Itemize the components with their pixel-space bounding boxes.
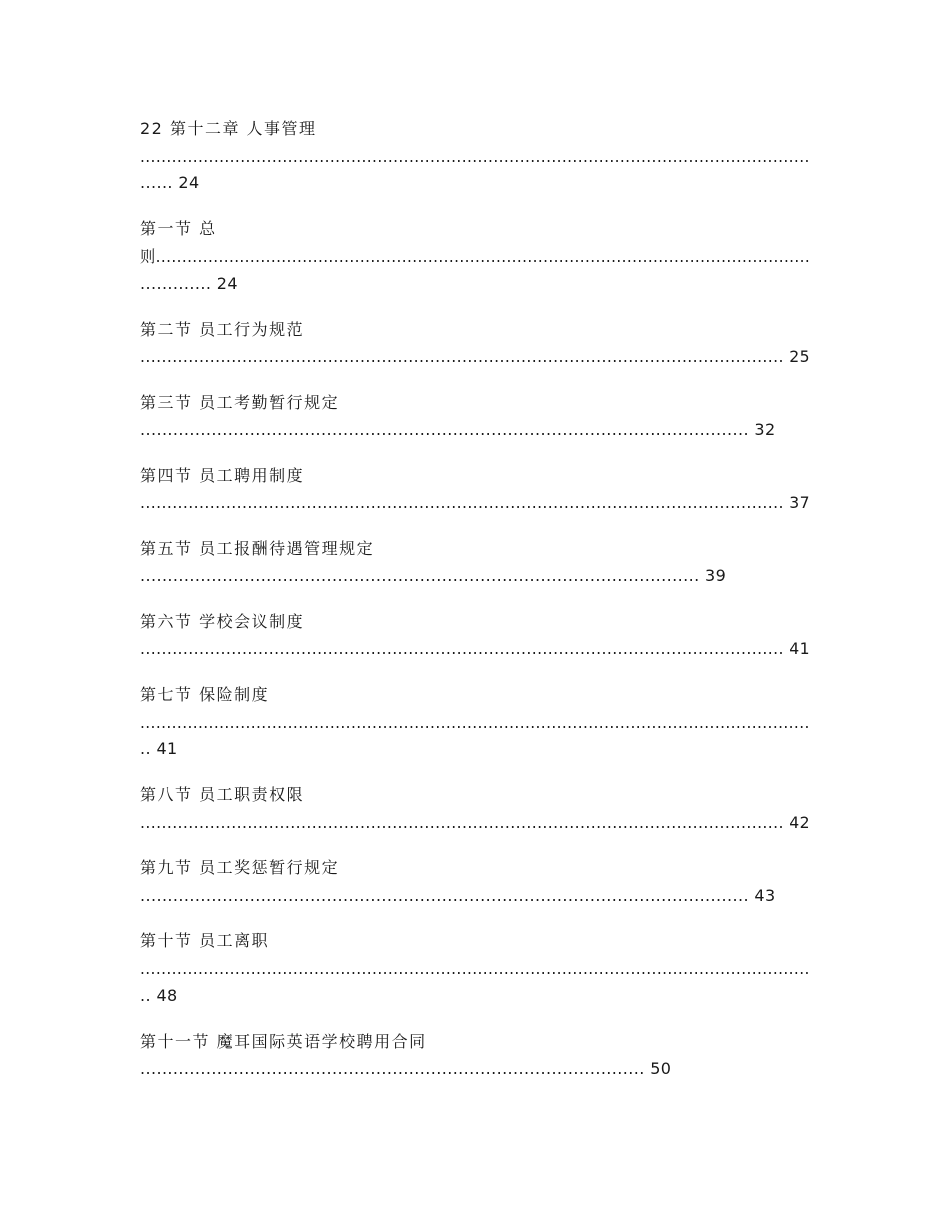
toc-entry-title: 第十一节 魔耳国际英语学校聘用合同 <box>140 1032 427 1051</box>
toc-entry-leader: ...................................................................................................... 39 <box>140 566 727 585</box>
toc-entry-leader: ............................................................................................................... 43 <box>140 886 776 905</box>
toc-entry-title: 第七节 保险制度 <box>140 685 270 704</box>
toc-entry-page: .. 41 <box>140 739 178 758</box>
toc-entry-leader: ............................................................................................ 50 <box>140 1059 672 1078</box>
toc-entry-leader: ........................................................................................................................ 37 <box>140 493 810 512</box>
toc-entry-title: 第三节 员工考勤暂行规定 <box>140 393 340 412</box>
toc-entry-title: 第一节 总 <box>140 219 217 238</box>
toc-entry-page: ...... 24 <box>140 173 200 192</box>
toc-entry-leader: ............................................................................................................................... <box>140 713 810 732</box>
toc-entry-title: 第十节 员工离职 <box>140 931 270 950</box>
toc-entry-leader: ............................................................................................................................... <box>140 147 810 166</box>
toc-entry-title: 第五节 员工报酬待遇管理规定 <box>140 539 375 558</box>
toc-entry-title: 第八节 员工职责权限 <box>140 785 305 804</box>
toc-entry-page: .. 48 <box>140 986 178 1005</box>
toc-entry-leader: ........................................................................................................................ 42 <box>140 813 810 832</box>
toc-entry-title: 第四节 员工聘用制度 <box>140 466 305 485</box>
toc-entry-leader: ........................................................................................................................ 41 <box>140 639 810 658</box>
toc-entry-title: 22 第十二章 人事管理 <box>140 119 317 138</box>
toc-entry-leader: ........................................................................................................................ 25 <box>140 347 810 366</box>
toc-entry-leader: 则............................................................................................................................. <box>140 247 811 266</box>
toc-entry-page: ............. 24 <box>140 274 238 293</box>
toc-entry-title: 第九节 员工奖惩暂行规定 <box>140 858 340 877</box>
toc-entry-title: 第二节 员工行为规范 <box>140 320 305 339</box>
toc-entry-leader: ............................................................................................................... 32 <box>140 420 776 439</box>
toc-entry-title: 第六节 学校会议制度 <box>140 612 305 631</box>
toc-entry-leader: ............................................................................................................................... <box>140 959 810 978</box>
